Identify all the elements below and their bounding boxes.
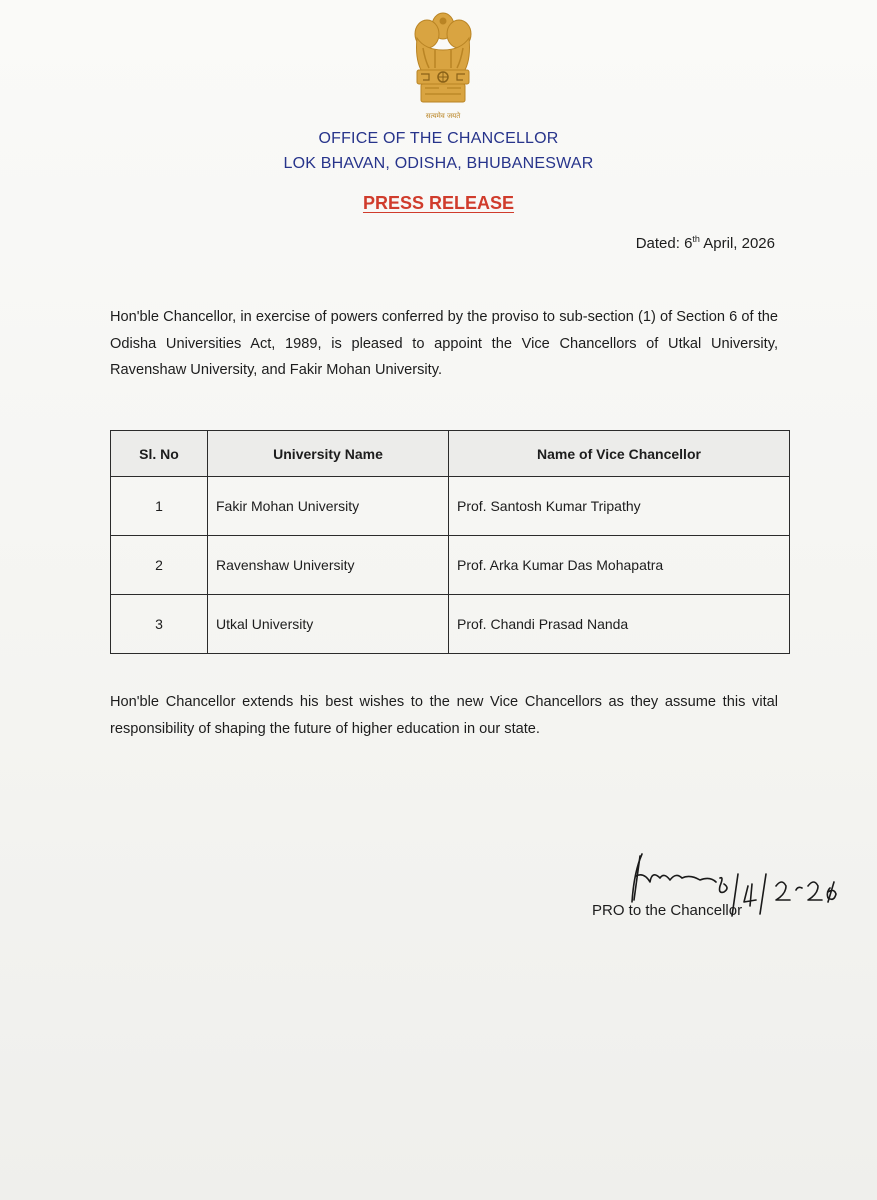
- press-release-title: PRESS RELEASE: [362, 193, 515, 213]
- office-address: LOK BHAVAN, ODISHA, BHUBANESWAR: [283, 155, 594, 172]
- emblem-motto: सत्यमेव जयते: [425, 112, 461, 120]
- cell-university: Ravenshaw University: [208, 536, 449, 595]
- emblem-icon: [405, 8, 481, 126]
- table-row: [111, 477, 790, 536]
- date-rest: April, 2026: [699, 235, 775, 252]
- office-title: OFFICE OF THE CHANCELLOR: [318, 130, 559, 147]
- date-ordinal: th: [692, 234, 700, 244]
- cell-sl-no: 3: [111, 595, 208, 654]
- appointment-paragraph: Hon'ble Chancellor, in exercise of powers conferred by the proviso to sub-section (1) of Section 6 of the Odisha Universities Act, 1989, is pleased to appoint the Vice Chancellors of Utkal University, Ravenshaw University, and Fakir Mohan University.: [110, 309, 778, 378]
- cell-vice-chancellor: Prof. Arka Kumar Das Mohapatra: [449, 536, 790, 595]
- cell-sl-no: 1: [111, 477, 208, 536]
- date-prefix: Dated:: [635, 235, 685, 252]
- wishes-paragraph: Hon'ble Chancellor extends his best wishes to the new Vice Chancellors as they assume this vital responsibility of shaping the future of higher education in our state.: [110, 694, 778, 737]
- table-header-row: [111, 431, 790, 477]
- table-row: [111, 536, 790, 595]
- cell-university: Utkal University: [208, 595, 449, 654]
- date-line: [636, 234, 775, 252]
- cell-vice-chancellor: Prof. Chandi Prasad Nanda: [449, 595, 790, 654]
- cell-vice-chancellor: Prof. Santosh Kumar Tripathy: [449, 477, 790, 536]
- date-day: 6: [684, 235, 693, 252]
- cell-sl-no: 2: [111, 536, 208, 595]
- header-vice-chancellor: Name of Vice Chancellor: [449, 431, 790, 477]
- header-sl-no: Sl. No: [111, 431, 208, 477]
- vice-chancellor-table: [110, 430, 790, 654]
- signatory-label: PRO to the Chancellor: [592, 902, 743, 919]
- signature-date: 6/4/2026: [620, 842, 624, 843]
- table-row: [111, 595, 790, 654]
- cell-university: Fakir Mohan University: [208, 477, 449, 536]
- header-university-name: University Name: [208, 431, 449, 477]
